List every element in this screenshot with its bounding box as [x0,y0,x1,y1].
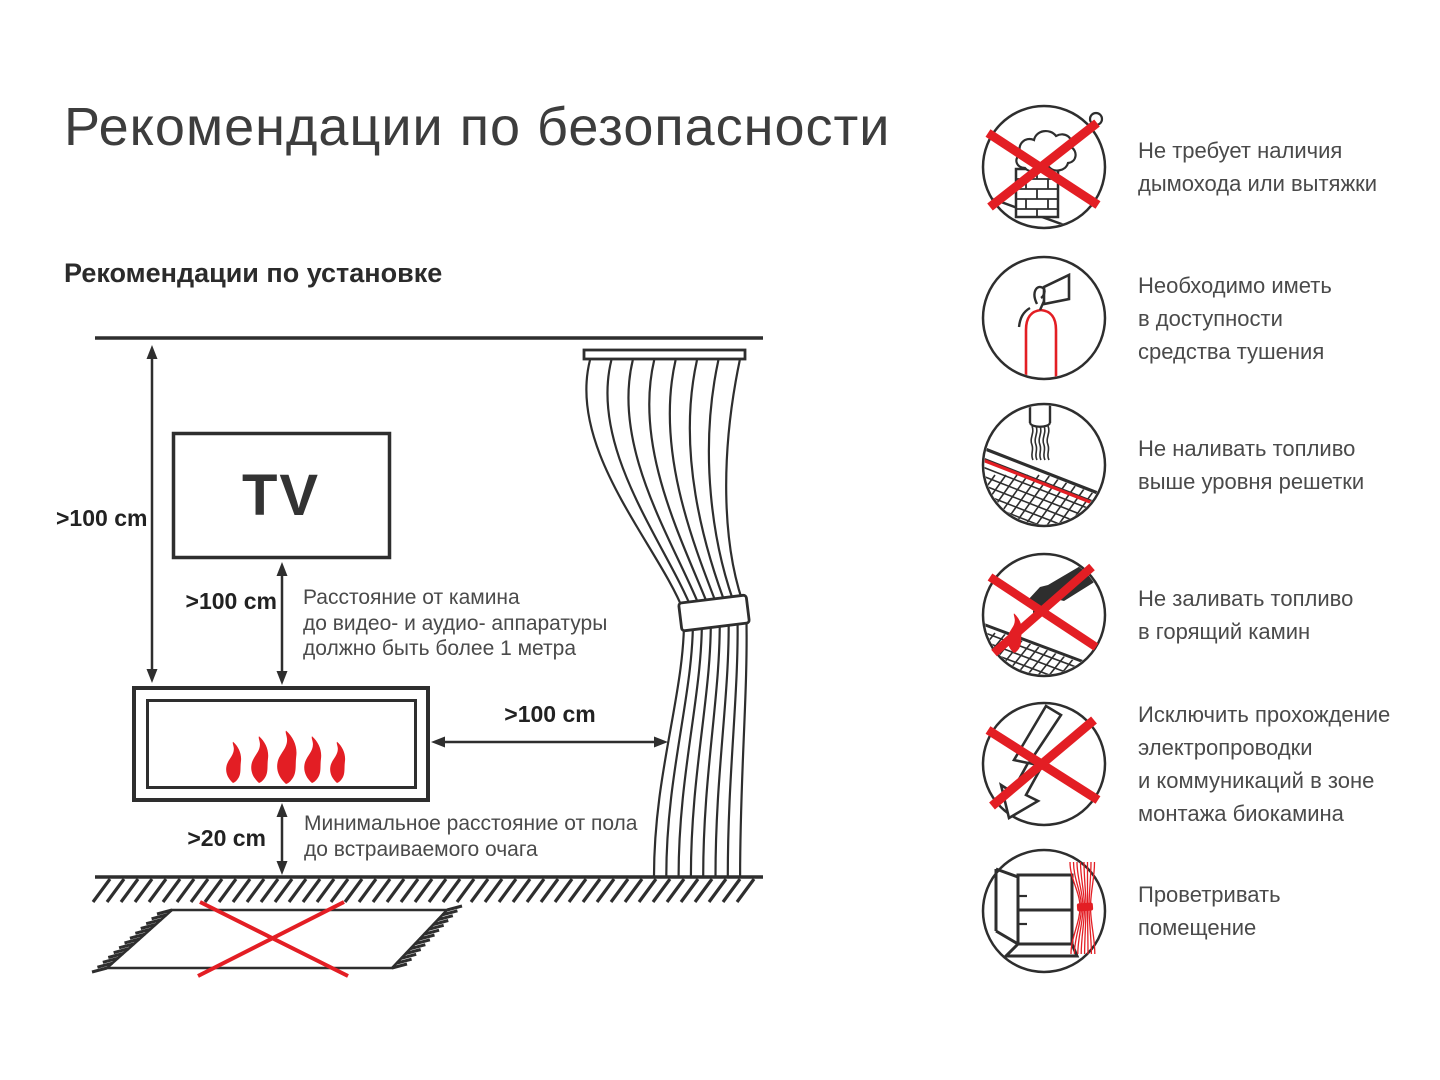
safety-item-ventilate [980,847,1440,975]
curtain [584,350,749,876]
no-refill-burning-icon [980,551,1108,679]
section-title: Рекомендации по установке [64,258,443,288]
safety-text: Необходимо иметь в доступности средства тушения [1138,272,1332,364]
fuel-level-icon [980,401,1108,529]
safety-text: Исключить прохождение электропроводки и коммуникаций в зоне монтажа биокамина [1138,702,1391,826]
note-floor-distance: Минимальное расстояние от пола до встраиваемого очага [304,812,638,861]
rug-prohibited [92,902,462,976]
dimension-tv-to-fireplace: >100 cm [185,588,277,614]
note-tv-distance: Расстояние от камина до видео- и аудио- аппаратуры должно быть более 1 метра [303,586,608,660]
safety-text: Не наливать топливо выше уровня решетки [1138,436,1365,494]
dimension-wall-height: >100 cm [56,505,148,531]
safety-item-no-refill-burning [980,551,1440,679]
safety-item-extinguisher [980,254,1440,382]
floor-hatching [93,879,754,902]
dimension-fireplace-to-curtain: >100 cm [504,701,596,727]
curtain-tieback [679,595,750,631]
safety-item-no-wiring [980,698,1440,830]
no-wiring-icon [980,700,1108,828]
fireplace [134,688,428,800]
safety-text: Проветривать помещение [1138,882,1281,940]
safety-text: Не заливать топливо в горящий камин [1138,586,1354,644]
ventilate-icon [980,847,1108,975]
safety-item-fuel-level [980,401,1440,529]
page-title: Рекомендации по безопасности [64,97,891,157]
safety-text: Не требует наличия дымохода или вытяжки [1138,138,1378,196]
safety-item-no-chimney [980,103,1440,231]
dimension-floor-clearance: >20 cm [187,825,266,851]
extinguisher-icon [980,254,1108,382]
no-chimney-icon [980,103,1108,231]
curtain-rod [584,350,745,359]
tv-label: TV [241,462,321,528]
